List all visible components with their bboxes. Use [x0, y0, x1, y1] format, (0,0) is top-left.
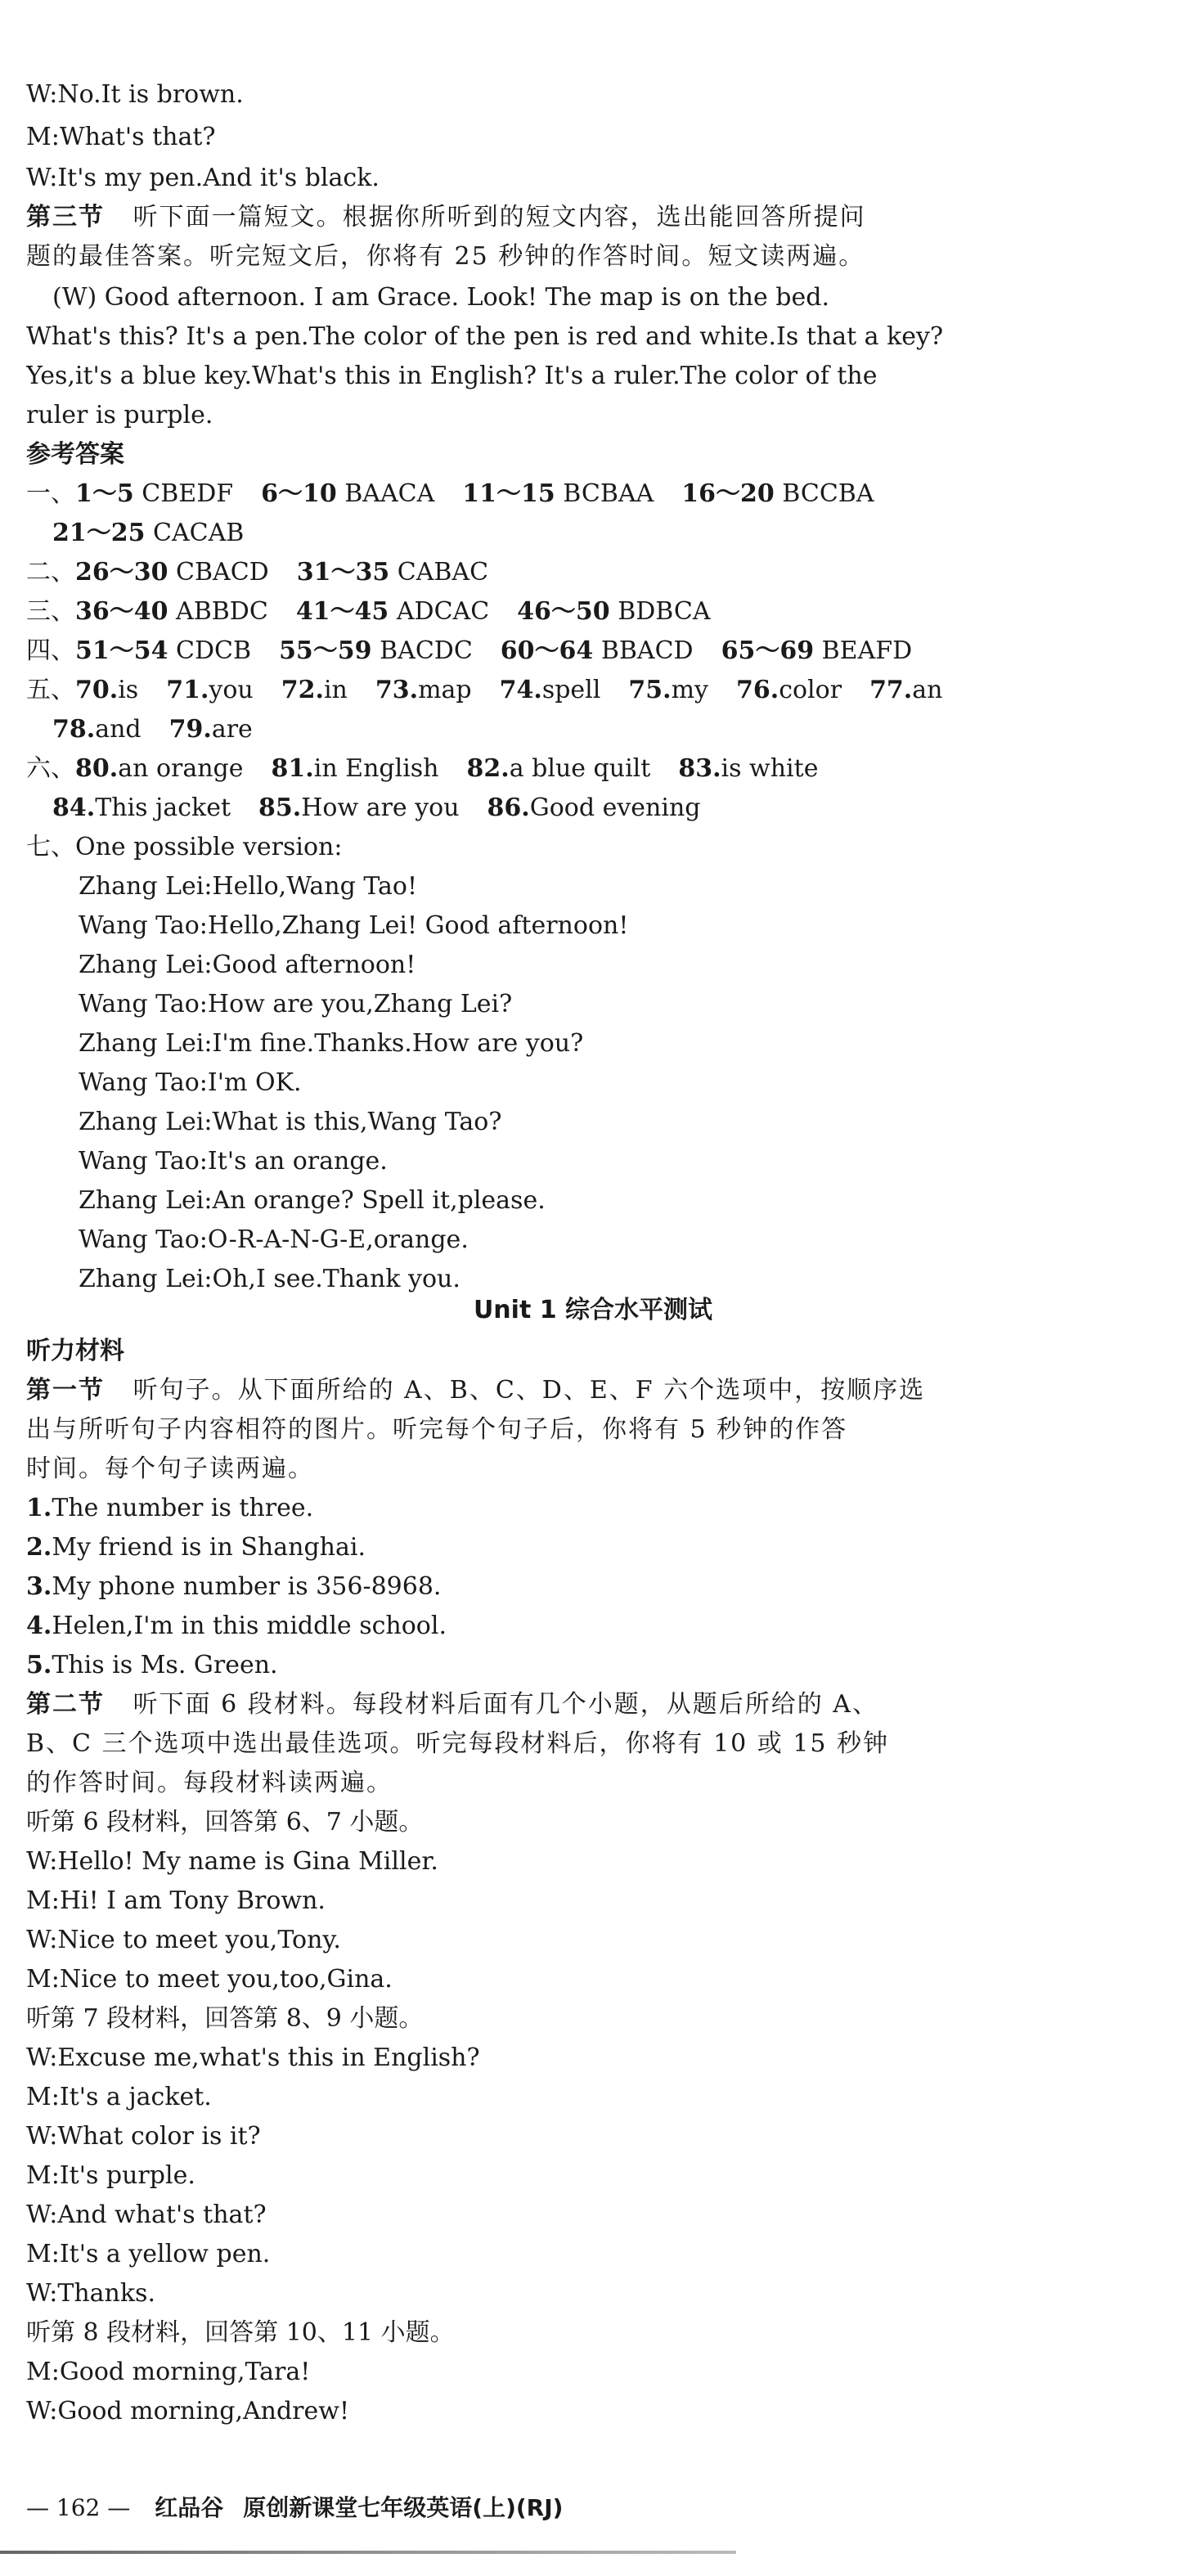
dialogue-line: W:No.It is brown.: [26, 80, 244, 109]
answers-heading: 参考答案: [26, 440, 124, 469]
answer-value: CBEDF: [142, 479, 234, 508]
item-text: The number is three.: [52, 1494, 314, 1522]
answer-row-1b: [52, 514, 1155, 553]
answer-label: 六、: [26, 754, 75, 783]
material-line: M:Nice to meet you,too,Gina.: [26, 1965, 393, 1994]
section3-instruction: [26, 198, 1155, 237]
question-range: 65～69: [721, 636, 815, 665]
question-number: 83.: [678, 754, 721, 783]
answer-value: BACDC: [380, 636, 473, 665]
question-number: 80.: [75, 754, 119, 783]
question-number: 73.: [375, 676, 419, 704]
passage-line: ruler is purple.: [26, 401, 213, 429]
material-line: W:Excuse me,what's this in English?: [26, 2043, 480, 2072]
item-number: 4.: [26, 1612, 52, 1640]
answer-value: is: [118, 676, 139, 704]
question-number: 70.: [75, 676, 119, 704]
answer-value: BBACD: [600, 636, 694, 665]
answer-value: a blue quilt: [509, 754, 651, 783]
material-line: M:Good morning,Tara!: [26, 2358, 311, 2386]
footer-rule: [0, 2551, 736, 2554]
answer-label: 四、: [26, 636, 75, 665]
item-number: 3.: [26, 1572, 52, 1601]
unit-title: Unit 1 综合水平测试: [473, 1296, 713, 1324]
answer-row-6b: [52, 789, 1155, 828]
passage-line: Yes,it's a blue key.What's this in English? It's a ruler.The color of the: [26, 362, 878, 390]
answer-value: BDBCA: [618, 597, 711, 626]
question-range: 46～50: [517, 597, 610, 626]
answer-value: BCCBA: [782, 479, 874, 508]
material-line: W:Hello! My name is Gina Miller.: [26, 1847, 438, 1876]
answer-row-6: [26, 749, 1155, 789]
section2-instruction-cont: B、C 三个选项中选出最佳选项。听完每段材料后，你将有 10 或 15 秒钟: [26, 1729, 890, 1758]
instruction-text: 听下面 6 段材料。每段材料后面有几个小题，从题后所给的 A、: [133, 1690, 878, 1719]
listening-item: [26, 1567, 1155, 1607]
answer-row-4: [26, 632, 1155, 671]
answer-label: 二、: [26, 558, 75, 587]
version-line: Wang Tao:O-R-A-N-G-E,orange.: [79, 1225, 469, 1254]
question-number: 84.: [52, 793, 96, 822]
section-head: 第二节: [26, 1690, 105, 1719]
listening-item: [26, 1528, 1155, 1567]
material-line: 听第 7 段材料，回答第 8、9 小题。: [26, 2004, 424, 2033]
answer-value: in: [323, 676, 348, 704]
question-number: 82.: [466, 754, 510, 783]
book-title: 原创新课堂七年级英语(上)(RJ): [243, 2494, 564, 2521]
listening-heading: 听力材料: [26, 1337, 124, 1365]
question-range: 21～25: [52, 519, 146, 547]
question-number: 71.: [166, 676, 209, 704]
material-line: W:Thanks.: [26, 2279, 155, 2308]
question-number: 76.: [735, 676, 779, 704]
answer-value: BEAFD: [821, 636, 913, 665]
material-line: M:It's purple.: [26, 2161, 195, 2190]
material-line: W:And what's that?: [26, 2201, 267, 2229]
answer-row-5b: [52, 710, 1155, 749]
question-number: 74.: [499, 676, 542, 704]
version-line: Zhang Lei:Good afternoon!: [79, 951, 416, 979]
section3-instruction-cont: 题的最佳答案。听完短文后，你将有 25 秒钟的作答时间。短文读两遍。: [26, 242, 865, 271]
answer-value: is white: [721, 754, 819, 783]
page-footer: [26, 2490, 563, 2526]
instruction-text: 听句子。从下面所给的 A、B、C、D、E、F 六个选项中，按顺序选: [133, 1376, 926, 1405]
version-line: Zhang Lei:I'm fine.Thanks.How are you?: [79, 1029, 584, 1058]
answer-value: CABAC: [397, 558, 489, 587]
question-number: 72.: [281, 676, 324, 704]
passage-line: What's this? It's a pen.The color of the pen is red and white.Is that a key?: [26, 322, 944, 351]
item-number: 5.: [26, 1651, 52, 1679]
answer-text: One possible version:: [75, 833, 343, 861]
item-text: Helen,I'm in this middle school.: [52, 1612, 447, 1640]
answer-row-5: [26, 671, 1155, 710]
page-number: — 162 —: [26, 2494, 131, 2521]
listening-item: [26, 1646, 1155, 1685]
question-range: 60～64: [500, 636, 594, 665]
material-line: W:What color is it?: [26, 2122, 261, 2151]
material-line: M:It's a yellow pen.: [26, 2240, 271, 2268]
answer-value: and: [95, 715, 142, 744]
answer-row-1: [26, 474, 1155, 514]
section-head: 第一节: [26, 1376, 105, 1405]
version-line: Wang Tao:I'm OK.: [79, 1068, 302, 1097]
answer-value: map: [418, 676, 472, 704]
item-number: 2.: [26, 1533, 52, 1562]
section2-instruction-cont: 的作答时间。每段材料读两遍。: [26, 1769, 393, 1797]
listening-item: [26, 1607, 1155, 1646]
question-number: 79.: [168, 715, 212, 744]
answer-value: Good evening: [529, 793, 701, 822]
material-line: W:Good morning,Andrew!: [26, 2397, 350, 2425]
question-range: 1～5: [75, 479, 134, 508]
answer-value: you: [209, 676, 254, 704]
version-line: Zhang Lei:An orange? Spell it,please.: [79, 1186, 546, 1215]
answer-value: are: [211, 715, 253, 744]
question-number: 78.: [52, 715, 96, 744]
answer-value: CDCB: [176, 636, 252, 665]
question-range: 16～20: [681, 479, 775, 508]
answer-value: an: [912, 676, 943, 704]
answer-value: CBACD: [176, 558, 269, 587]
answer-value: ADCAC: [396, 597, 490, 626]
item-text: My friend is in Shanghai.: [52, 1533, 366, 1562]
answer-value: BAACA: [344, 479, 435, 508]
section1-instruction-cont: 时间。每个句子读两遍。: [26, 1454, 314, 1483]
question-range: 31～35: [296, 558, 390, 587]
question-range: 36～40: [75, 597, 168, 626]
question-range: 55～59: [279, 636, 372, 665]
instruction-text: 听下面一篇短文。根据你所听到的短文内容，选出能回答所提问: [133, 203, 866, 232]
answer-value: This jacket: [95, 793, 231, 822]
section-head: 第三节: [26, 203, 105, 232]
item-number: 1.: [26, 1494, 52, 1522]
answer-label: 三、: [26, 597, 75, 626]
passage-line: (W) Good afternoon. I am Grace. Look! The map is on the bed.: [52, 283, 829, 312]
section1-instruction-cont: 出与所听句子内容相符的图片。听完每个句子后，你将有 5 秒钟的作答: [26, 1415, 848, 1444]
version-line: Zhang Lei:Oh,I see.Thank you.: [79, 1265, 460, 1293]
material-line: M:Hi! I am Tony Brown.: [26, 1886, 326, 1915]
dialogue-line: W:It's my pen.And it's black.: [26, 164, 380, 192]
answer-value: CACAB: [153, 519, 245, 547]
version-line: Wang Tao:Hello,Zhang Lei! Good afternoon!: [79, 911, 629, 940]
answer-value: an orange: [118, 754, 244, 783]
answer-label: 一、: [26, 479, 75, 508]
version-line: Zhang Lei:Hello,Wang Tao!: [79, 872, 418, 901]
material-line: 听第 8 段材料，回答第 10、11 小题。: [26, 2318, 455, 2347]
publisher-brand: 红品谷: [155, 2494, 224, 2521]
material-line: M:It's a jacket.: [26, 2083, 212, 2111]
question-range: 6～10: [261, 479, 337, 508]
section1-instruction: [26, 1371, 1155, 1410]
material-line: 听第 6 段材料，回答第 6、7 小题。: [26, 1808, 424, 1836]
version-line: Wang Tao:How are you,Zhang Lei?: [79, 990, 513, 1018]
answer-value: in English: [313, 754, 439, 783]
answer-row-3: [26, 592, 1155, 632]
dialogue-line: M:What's that?: [26, 123, 216, 151]
section2-instruction: [26, 1685, 1155, 1724]
question-range: 11～15: [462, 479, 555, 508]
question-range: 26～30: [75, 558, 168, 587]
answer-label: 七、: [26, 833, 75, 861]
question-number: 75.: [628, 676, 672, 704]
question-range: 41～45: [295, 597, 389, 626]
material-line: W:Nice to meet you,Tony.: [26, 1926, 341, 1954]
answer-value: spell: [541, 676, 601, 704]
answer-value: ABBDC: [176, 597, 268, 626]
item-text: This is Ms. Green.: [52, 1651, 278, 1679]
listening-item: [26, 1489, 1155, 1528]
answer-label: 五、: [26, 676, 75, 704]
question-range: 51～54: [75, 636, 168, 665]
version-line: Wang Tao:It's an orange.: [79, 1147, 388, 1176]
answer-value: my: [671, 676, 708, 704]
answer-value: How are you: [301, 793, 460, 822]
answer-row-2: [26, 553, 1155, 592]
version-line: Zhang Lei:What is this,Wang Tao?: [79, 1108, 502, 1136]
question-number: 86.: [487, 793, 530, 822]
answer-value: BCBAA: [563, 479, 654, 508]
question-number: 81.: [271, 754, 314, 783]
item-text: My phone number is 356-8968.: [52, 1572, 442, 1601]
answer-row-7: [26, 828, 1155, 867]
answer-value: color: [779, 676, 842, 704]
question-number: 77.: [869, 676, 913, 704]
question-number: 85.: [258, 793, 302, 822]
